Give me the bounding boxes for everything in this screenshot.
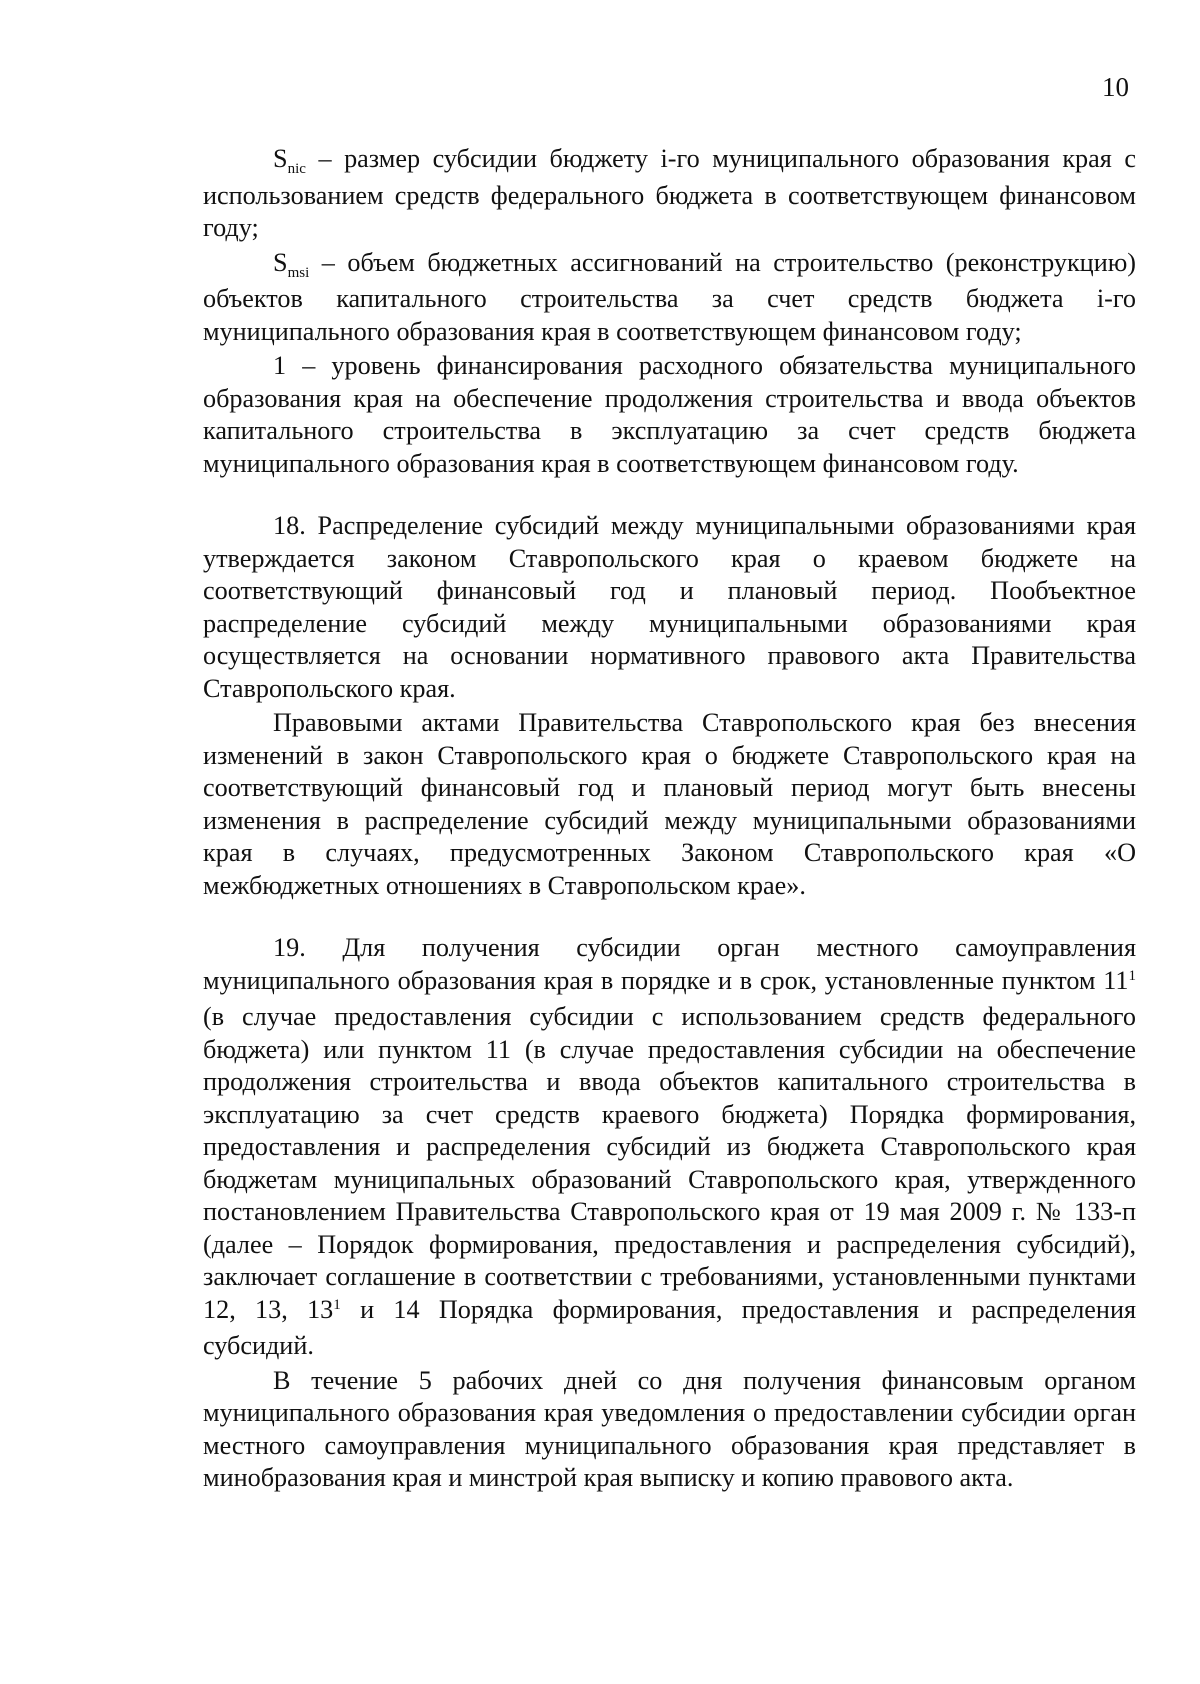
paragraph-text: – объем бюджетных ассигнований на строительство (реконструкцию) объектов капитального строительства за счет средств бюджета i-го муниципального образования края в соответствующем финансовом году; <box>203 247 1136 346</box>
paragraph-text: и 14 Порядка формирования, предоставления и распределения субсидий. <box>203 1294 1137 1360</box>
paragraph-financing-level <box>203 350 1136 480</box>
document-body <box>203 143 1136 1495</box>
paragraph-s-nic-definition <box>203 143 1136 245</box>
page-number: 10 <box>1102 72 1129 102</box>
paragraph-text: – размер субсидии бюджету i-го муниципального образования края с использованием средств федерального бюджета в соответствующем финансовом году; <box>203 144 1136 242</box>
symbol-subscript-nic: nic <box>287 161 306 177</box>
paragraph-18-distribution <box>203 510 1136 705</box>
paragraph-text: 19. Для получения субсидии орган местного самоуправления муниципального образования края в порядке и в срок, установленные пунктом 11 <box>203 933 1136 995</box>
paragraph-19-subsidy-procedure <box>203 932 1136 1363</box>
paragraph-five-working-days <box>203 1365 1136 1495</box>
paragraph-text: 1 – уровень финансирования расходного обязательства муниципального образования края на обеспечение продолжения строительства и ввода объектов капитального строительства в эксплуатацию за счет средств бюджета муниципального образования края в соответствующем финансовом году. <box>203 351 1136 478</box>
paragraph-legal-acts <box>203 707 1136 902</box>
paragraph-s-msi-definition <box>203 247 1136 349</box>
symbol-subscript-msi: msi <box>287 264 310 281</box>
paragraph-text: В течение 5 рабочих дней со дня получения финансовым органом муниципального образования края уведомления о предоставлении субсидии орган местного самоуправления муниципального образования края представляет в минобразования края и минстрой края выписку и копию правового акта. <box>203 1365 1136 1492</box>
paragraph-text: Правовыми актами Правительства Ставропольского края без внесения изменений в закон Ставропольского края о бюджете Ставропольского края на соответствующий финансовый год и плановый период могут быть внесены изменения в распределение субсидий между муниципальными образованиями края в случаях, предусмотренных Законом Ставропольского края «О межбюджетных отношениях в Ставропольском крае». <box>203 708 1136 900</box>
symbol-s: S <box>273 247 288 277</box>
symbol-s: S <box>273 144 288 173</box>
superscript: 1 <box>1128 967 1136 984</box>
paragraph-text: (в случае предоставления субсидии с использованием средств федерального бюджета) или пунктом 11 (в случае предоставления субсидии на обеспечение продолжения строительства и ввода объектов капитального строительства в эксплуатацию за счет средств краевого бюджета) Порядка формирования, предоставления и распределения субсидий из бюджета Ставропольского края бюджетам муниципальных образований Ставропольского края, утвержденного постановлением Правительства Ставропольского края от 19 мая 2009 г. № 133-п (далее – Порядок формирования, предоставления и распределения субсидий), заключает соглашение в соответствии с требованиями, установленными пунктами 12, 13, 13 <box>203 1002 1136 1324</box>
paragraph-text: 18. Распределение субсидий между муниципальными образованиями края утверждается законом Ставропольского края о краевом бюджете на соответствующий финансовый год и плановый период. Пообъектное распределение субсидий между муниципальными образованиями края осуществляется на основании нормативного правового акта Правительства Ставропольского края. <box>203 511 1136 703</box>
superscript: 1 <box>333 1296 341 1313</box>
